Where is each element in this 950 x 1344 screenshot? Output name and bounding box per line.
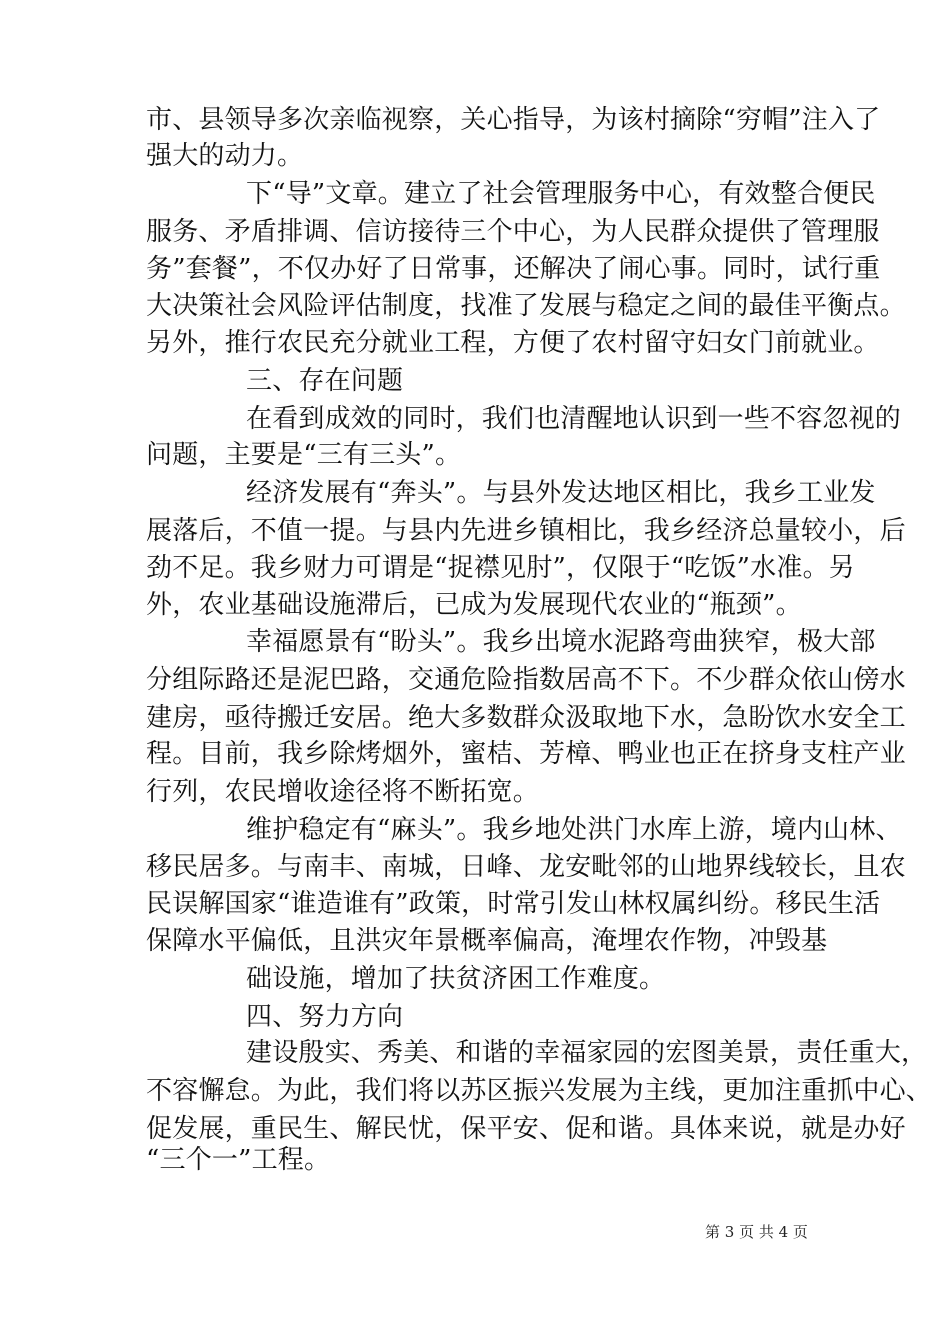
- text-line: [0, 1033, 950, 1073]
- line-text: 建设殷实、秀美、和谐的幸福家园的宏图美景，责任重大，: [246, 1038, 928, 1068]
- text-line: [0, 698, 950, 738]
- text-line: [0, 323, 950, 363]
- text-line: [0, 399, 950, 439]
- line-text: 劲不足。我乡财力可谓是“捉襟见肘”，仅限于“吃饭”水准。另: [146, 553, 855, 583]
- text-line: [0, 810, 950, 850]
- line-text: 务”套餐”，不仅办好了日常事，还解决了闹心事。同时，试行重: [146, 254, 881, 284]
- text-line: [0, 847, 950, 887]
- line-text: 强大的动力。: [146, 141, 304, 171]
- line-text: 维护稳定有“麻头”。我乡地处洪门水库上游，境内山林、: [246, 815, 902, 845]
- line-text: 服务、矛盾排调、信访接待三个中心，为人民群众提供了管理服: [146, 217, 880, 247]
- line-text: 分组际路还是泥巴路，交通危险指数居高不下。不少群众依山傍水: [146, 665, 906, 695]
- line-text: “三个一”工程。: [146, 1145, 331, 1175]
- text-line: [0, 174, 950, 214]
- line-text: 民误解国家“谁造谁有”政策，时常引发山林权属纠纷。移民生活: [146, 889, 881, 919]
- line-text: 经济发展有“奔头”。与县外发达地区相比，我乡工业发: [246, 478, 876, 508]
- line-text: 展落后，不值一提。与县内先进乡镇相比，我乡经济总量较小，后: [146, 516, 906, 546]
- text-line: [0, 286, 950, 326]
- line-text: 问题，主要是“三有三头”。: [146, 440, 462, 470]
- text-line: [0, 921, 950, 961]
- text-line: [0, 884, 950, 924]
- page-number: 第 3 页 共 4 页: [705, 1223, 808, 1241]
- text-line: [0, 959, 950, 999]
- text-line: [0, 249, 950, 289]
- line-text: 促发展，重民生、解民忧，保平安、促和谐。具体来说，就是办好: [146, 1114, 906, 1144]
- text-line: [0, 100, 950, 140]
- text-line: [0, 997, 950, 1037]
- line-text: 大决策社会风险评估制度，找准了发展与稳定之间的最佳平衡点。: [146, 291, 906, 321]
- line-text: 程。目前，我乡除烤烟外，蜜桔、芳樟、鸭业也正在挤身支柱产业: [146, 739, 906, 769]
- text-line: [0, 734, 950, 774]
- line-text: 市、县领导多次亲临视察，关心指导，为该村摘除“穷帽”注入了: [146, 105, 881, 135]
- text-line: [0, 772, 950, 812]
- section-heading: 三、存在问题: [246, 366, 404, 396]
- text-line: [0, 548, 950, 588]
- text-line: [0, 361, 950, 401]
- text-line: [0, 435, 950, 475]
- line-text: 保障水平偏低，且洪灾年景概率偏高，淹埋农作物，冲毁基: [146, 926, 828, 956]
- text-line: [0, 1140, 950, 1180]
- line-text: 另外，推行农民充分就业工程，方便了农村留守妇女门前就业。: [146, 328, 880, 358]
- text-line: [0, 1071, 950, 1111]
- line-text: 外，农业基础设施滞后，已成为发展现代农业的“瓶颈”。: [146, 590, 802, 620]
- line-text: 下“导”文章。建立了社会管理服务中心，有效整合便民: [246, 179, 876, 209]
- text-line: [0, 473, 950, 513]
- line-text: 行列，农民增收途径将不断拓宽。: [146, 777, 540, 807]
- line-text: 幸福愿景有“盼头”。我乡出境水泥路弯曲狭窄，极大部: [246, 627, 876, 657]
- line-text: 在看到成效的同时，我们也清醒地认识到一些不容忽视的: [246, 404, 902, 434]
- line-text: 不容懈怠。为此，我们将以苏区振兴发展为主线，更加注重抓中心、: [146, 1076, 933, 1106]
- text-line: [0, 622, 950, 662]
- text-line: [0, 136, 950, 176]
- text-line: [0, 212, 950, 252]
- section-heading: 四、努力方向: [246, 1002, 404, 1032]
- line-text: 建房，亟待搬迁安居。绝大多数群众汲取地下水，急盼饮水安全工: [146, 703, 906, 733]
- text-line: [0, 511, 950, 551]
- line-text: 础设施，增加了扶贫济困工作难度。: [246, 964, 666, 994]
- text-line: [0, 585, 950, 625]
- line-text: 移民居多。与南丰、南城，日峰、龙安毗邻的山地界线较长，且农: [146, 852, 906, 882]
- text-line: [0, 660, 950, 700]
